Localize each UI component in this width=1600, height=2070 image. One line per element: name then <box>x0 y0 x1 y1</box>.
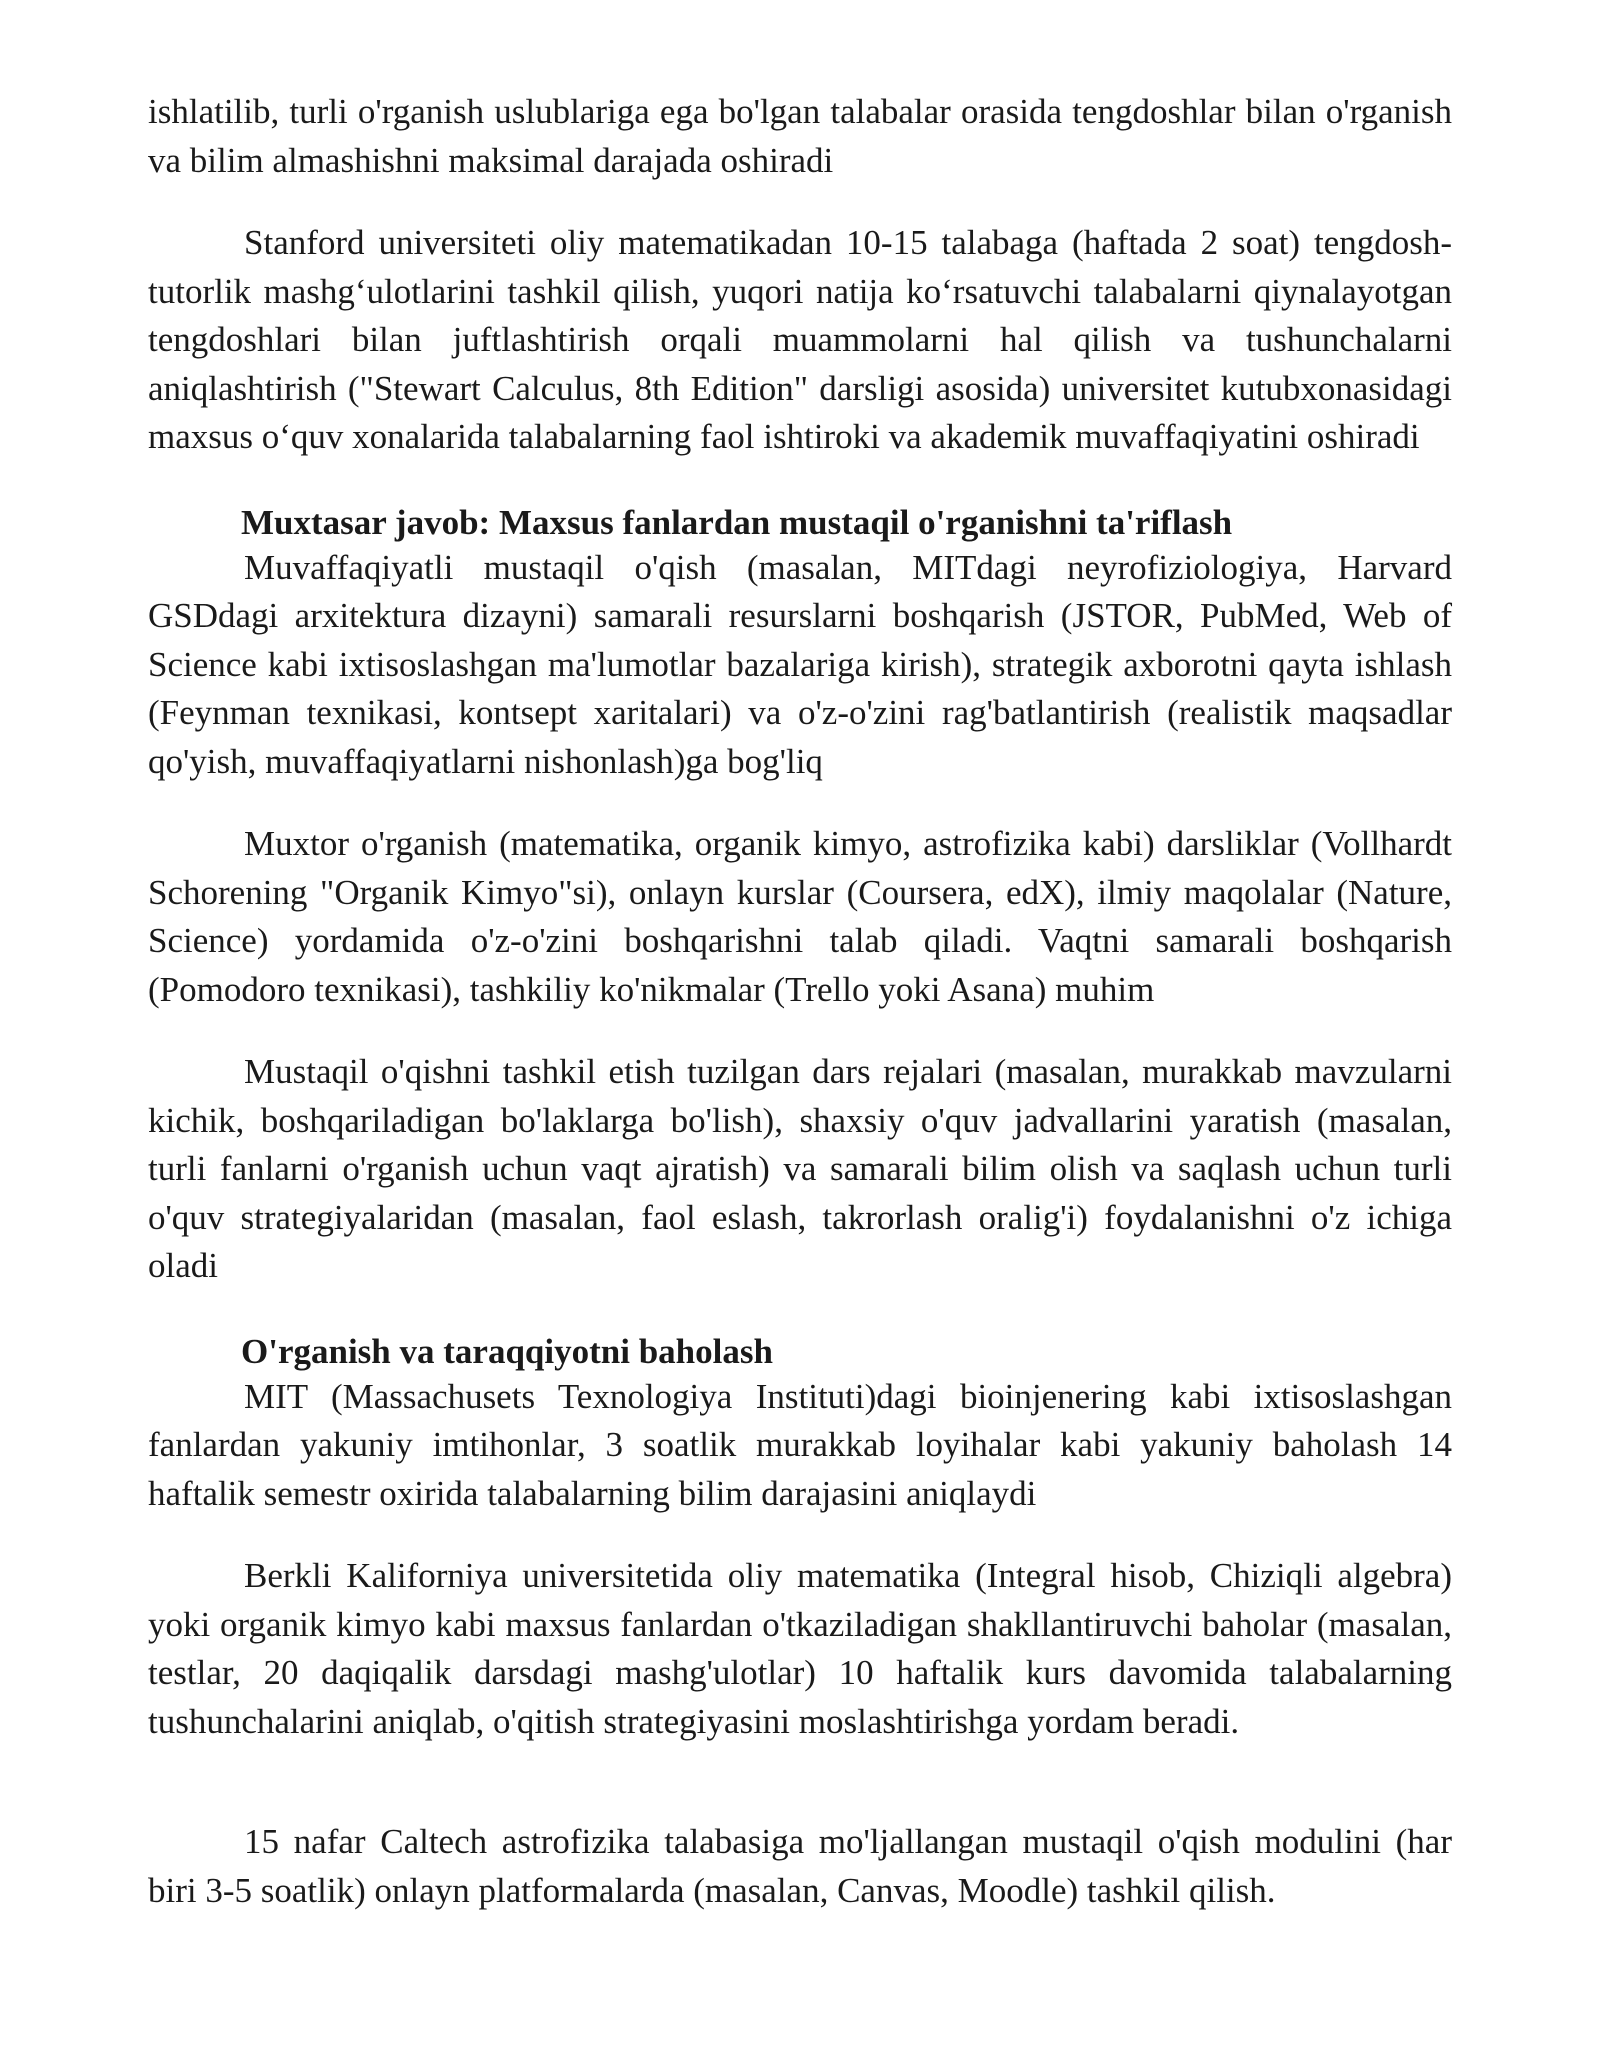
paragraph-organizing-independent-study: Mustaqil o'qishni tashkil etish tuzilgan dars rejalari (masalan, murakkab mavzularni kichik, boshqariladigan bo'laklarga bo'lish), shaxsiy o'quv jadvallarini yaratish (masalan, turli fanlarni o'rganish uchun vaqt ajratish) va samarali bilim olish va saqlash uchun turli o'quv strategiyalaridan (masalan, faol eslash, takrorlash oralig'i) foydalanishni o'z ichiga oladi <box>148 1052 1452 1285</box>
paragraph-stanford-peer-tutoring: Stanford universiteti oliy matematikadan 10-15 talabaga (haftada 2 soat) tengdosh-tutorlik mashg‘ulotlarini tashkil qilish, yuqori natija ko‘rsatuvchi talabalarni qiynalayotgan tengdoshlari bilan juftlashtirish orqali muammolarni hal qilish va tushunchalarni aniqlashtirish ("Stewart Calculus, 8th Edition" darsligi asosida) universitet kutubxonasidagi maxsus o‘quv xonalarida talabalarning faol ishtiroki va akademik muvaffaqiyatini oshiradi <box>148 223 1452 456</box>
paragraph-autonomous-learning: Muxtor o'rganish (matematika, organik kimyo, astrofizika kabi) darsliklar (Vollhardt Schorening "Organik Kimyo"si), onlayn kurslar (Coursera, edX), ilmiy maqolalar (Nature, Science) yordamida o'z-o'zini boshqarishni talab qiladi. Vaqtni samarali boshqarish (Pomodoro texnikasi), tashkiliy ko'nikmalar (Trello yoki Asana) muhim <box>148 824 1452 1009</box>
document-page <box>148 88 1452 1915</box>
paragraph-continuation: ishlatilib, turli o'rganish uslublariga ega bo'lgan talabalar orasida tengdoshlar bilan o'rganish va bilim almashishni maksimal darajada oshiradi <box>148 92 1452 180</box>
paragraph-mit-final-assessment: MIT (Massachusets Texnologiya Instituti)dagi bioinjenering kabi ixtisoslashgan fanlardan yakuniy imtihonlar, 3 soatlik murakkab loyihalar kabi yakuniy baholash 14 haftalik semestr oxirida talabalarning bilim darajasini aniqlaydi <box>148 1376 1452 1513</box>
paragraph-berkeley-formative-assessment: Berkli Kaliforniya universitetida oliy matematika (Integral hisob, Chiziqli algebra) yoki organik kimyo kabi maxsus fanlardan o'tkaziladigan shakllantiruvchi baholar (masalan, testlar, 20 daqiqalik darsdagi mashg'ulotlar) 10 haftalik kurs davomida talabalarning tushunchalarini aniqlab, o'qitish strategiyasini moslashtirishga yordam beradi. <box>148 1556 1452 1741</box>
section-heading-assessment: O'rganish va taraqqiyotni baholash <box>241 1331 773 1371</box>
section-heading-independent-learning: Muxtasar javob: Maxsus fanlardan mustaqil o'rganishni ta'riflash <box>241 502 1233 542</box>
paragraph-successful-independent-reading: Muvaffaqiyatli mustaqil o'qish (masalan, MITdagi neyrofiziologiya, Harvard GSDdagi arxitektura dizayni) samarali resurslarni boshqarish (JSTOR, PubMed, Web of Science kabi ixtisoslashgan ma'lumotlar bazalariga kirish), strategik axborotni qayta ishlash (Feynman texnikasi, kontsept xaritalari) va o'z-o'zini rag'batlantirish (realistik maqsadlar qo'yish, muvaffaqiyatlarni nishonlash)ga bog'liq <box>148 547 1452 781</box>
paragraph-caltech-module: 15 nafar Caltech astrofizika talabasiga mo'ljallangan mustaqil o'qish modulini (har biri 3-5 soatlik) onlayn platformalarda (masalan, Canvas, Moodle) tashkil qilish. <box>148 1822 1452 1910</box>
